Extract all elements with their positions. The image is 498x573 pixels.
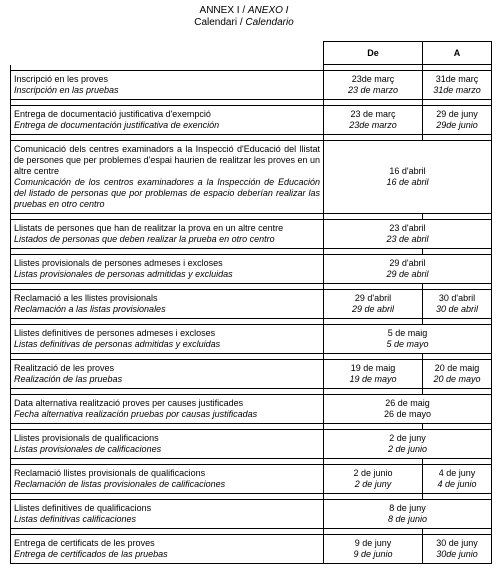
date-ca: 29 d'abril xyxy=(389,258,426,268)
date-to-ca: 30 de juny xyxy=(436,538,478,548)
description-ca: Entrega de documentació justificativa d'exempció xyxy=(14,109,211,119)
table-row xyxy=(11,290,492,319)
date-from-es: 23 de marzo xyxy=(347,85,399,95)
table-row xyxy=(11,106,492,135)
description-es: Fecha alternativa realización pruebas por causas justificadas xyxy=(14,409,258,419)
date-to xyxy=(423,360,492,389)
table-row xyxy=(11,141,492,214)
date-to xyxy=(423,106,492,135)
date-to xyxy=(423,465,492,494)
row-description xyxy=(11,220,324,249)
description-ca: Llistats de persones que han de realitzar la prova en un altre centre xyxy=(14,223,284,233)
description-ca: Comunicació dels centres examinadors a la Inspecció d'Educació del llistat de persones que per problemes d'espai haurien de realitzar les proves en un altre centre xyxy=(14,144,320,176)
date-es: 2 de junio xyxy=(387,444,428,454)
date-from xyxy=(324,290,423,319)
table-row xyxy=(11,395,492,424)
table-row xyxy=(11,535,492,564)
date-es: 16 de abril xyxy=(386,177,429,187)
date-from xyxy=(324,360,423,389)
row-description xyxy=(11,71,324,100)
table-row xyxy=(11,430,492,459)
annex-title xyxy=(0,5,493,17)
table-row xyxy=(11,465,492,494)
date-ca: 5 de maig xyxy=(387,328,428,338)
description-ca: Llistes definitives de persones admeses i excloses xyxy=(14,328,216,338)
description-es: Listas definitivas de personas admitidas y excluidas xyxy=(14,339,221,349)
row-description xyxy=(11,255,324,284)
calendar-subtitle-ca: Calendari / xyxy=(194,17,246,28)
date-ca: 26 de maig xyxy=(385,398,430,408)
description-es: Reclamación a las listas provisionales xyxy=(14,304,166,314)
date-single xyxy=(324,141,492,214)
row-description xyxy=(11,500,324,529)
date-to-ca: 20 de maig xyxy=(434,363,480,373)
description-ca: Llistes provisionals de persones admeses i excloses xyxy=(14,258,223,268)
date-to-ca: 31de març xyxy=(435,74,479,84)
date-from xyxy=(324,71,423,100)
column-header-de: De xyxy=(324,42,423,65)
date-es: 26 de mayo xyxy=(383,409,432,419)
calendar-table xyxy=(10,41,492,564)
date-to-es: 29de junio xyxy=(436,120,478,130)
date-from-ca: 9 de juny xyxy=(354,538,392,548)
date-to-es: 31de marzo xyxy=(433,85,481,95)
header-blank-cell xyxy=(11,42,324,65)
date-es: 23 de abril xyxy=(386,234,429,244)
date-from-ca: 19 de maig xyxy=(350,363,396,373)
date-from-es: 2 de juny xyxy=(354,479,392,489)
description-ca: Reclamació llistes provisionals de qualificacions xyxy=(14,468,206,478)
date-to-es: 20 de mayo xyxy=(433,374,481,384)
table-row xyxy=(11,220,492,249)
annex-title-ca: ANNEX I / xyxy=(199,5,248,16)
table-row xyxy=(11,255,492,284)
row-description xyxy=(11,325,324,354)
row-description xyxy=(11,535,324,564)
description-ca: Entrega de certificats de les proves xyxy=(14,538,155,548)
date-single xyxy=(324,325,492,354)
date-to xyxy=(423,71,492,100)
description-es: Reclamación de listas provisionales de calificaciones xyxy=(14,479,226,489)
table-row xyxy=(11,500,492,529)
row-description xyxy=(11,360,324,389)
table-row xyxy=(11,71,492,100)
description-es: Listas provisionales de calificaciones xyxy=(14,444,162,454)
date-from-ca: 23de març xyxy=(351,74,395,84)
date-single xyxy=(324,500,492,529)
calendar-subtitle xyxy=(0,17,493,29)
date-ca: 8 de juny xyxy=(389,503,426,513)
date-from xyxy=(324,535,423,564)
annex-title-es: ANEXO I xyxy=(247,5,289,16)
table-row xyxy=(11,360,492,389)
date-single xyxy=(324,220,492,249)
date-ca: 23 d'abril xyxy=(389,223,426,233)
row-description xyxy=(11,430,324,459)
description-ca: Llistes definitives de qualificacions xyxy=(14,503,152,513)
date-from xyxy=(324,106,423,135)
row-description xyxy=(11,141,324,214)
description-es: Entrega de certificados de las pruebas xyxy=(14,549,168,559)
row-description xyxy=(11,290,324,319)
date-to-es: 30de junio xyxy=(436,549,478,559)
description-es: Inscripción en las pruebas xyxy=(14,85,119,95)
description-es: Realización de las pruebas xyxy=(14,374,123,384)
date-from-ca: 2 de junio xyxy=(353,468,393,478)
date-es: 5 de mayo xyxy=(386,339,429,349)
row-description xyxy=(11,465,324,494)
date-to-es: 30 de abril xyxy=(435,304,479,314)
date-to-ca: 29 de juny xyxy=(436,109,478,119)
description-ca: Realització de les proves xyxy=(14,363,115,373)
date-to-ca: 4 de juny xyxy=(438,468,476,478)
date-from-es: 19 de mayo xyxy=(349,374,397,384)
date-to-ca: 30 d'abril xyxy=(438,293,476,303)
date-from xyxy=(324,465,423,494)
date-from-ca: 23 de març xyxy=(350,109,396,119)
date-from-ca: 29 d'abril xyxy=(354,293,392,303)
date-to-es: 4 de junio xyxy=(437,479,477,489)
description-ca: Llistes provisionals de qualificacions xyxy=(14,433,159,443)
date-ca: 16 d'abril xyxy=(389,166,426,176)
date-single xyxy=(324,430,492,459)
column-header-a: A xyxy=(423,42,492,65)
description-ca: Data alternativa realització proves per causes justificades xyxy=(14,398,244,408)
description-es: Listas definitivas calificaciones xyxy=(14,514,137,524)
date-single xyxy=(324,255,492,284)
description-ca: Reclamació a les llistes provisionals xyxy=(14,293,158,303)
date-from-es: 29 de abril xyxy=(351,304,395,314)
table-row xyxy=(11,325,492,354)
date-from-es: 9 de junio xyxy=(353,549,393,559)
description-es: Listados de personas que deben realizar la prueba en otro centro xyxy=(14,234,275,244)
date-ca: 2 de juny xyxy=(389,433,426,443)
calendar-subtitle-es: Calendario xyxy=(245,17,294,28)
description-es: Listas provisionales de personas admitidas y excluidas xyxy=(14,269,233,279)
description-es: Comunicación de los centros examinadores a la Inspección de Educación del listado de personas que por problemas de espacio deberían realizar las pruebas en otro centro xyxy=(14,177,320,209)
date-from-es: 23de marzo xyxy=(349,120,397,130)
date-es: 29 de abril xyxy=(386,269,429,279)
row-description xyxy=(11,106,324,135)
date-single xyxy=(324,395,492,424)
date-to xyxy=(423,535,492,564)
description-es: Entrega de documentación justificativa de exención xyxy=(14,120,220,130)
description-ca: Inscripció en les proves xyxy=(14,74,109,84)
row-description xyxy=(11,395,324,424)
date-es: 8 de junio xyxy=(387,514,428,524)
date-to xyxy=(423,290,492,319)
